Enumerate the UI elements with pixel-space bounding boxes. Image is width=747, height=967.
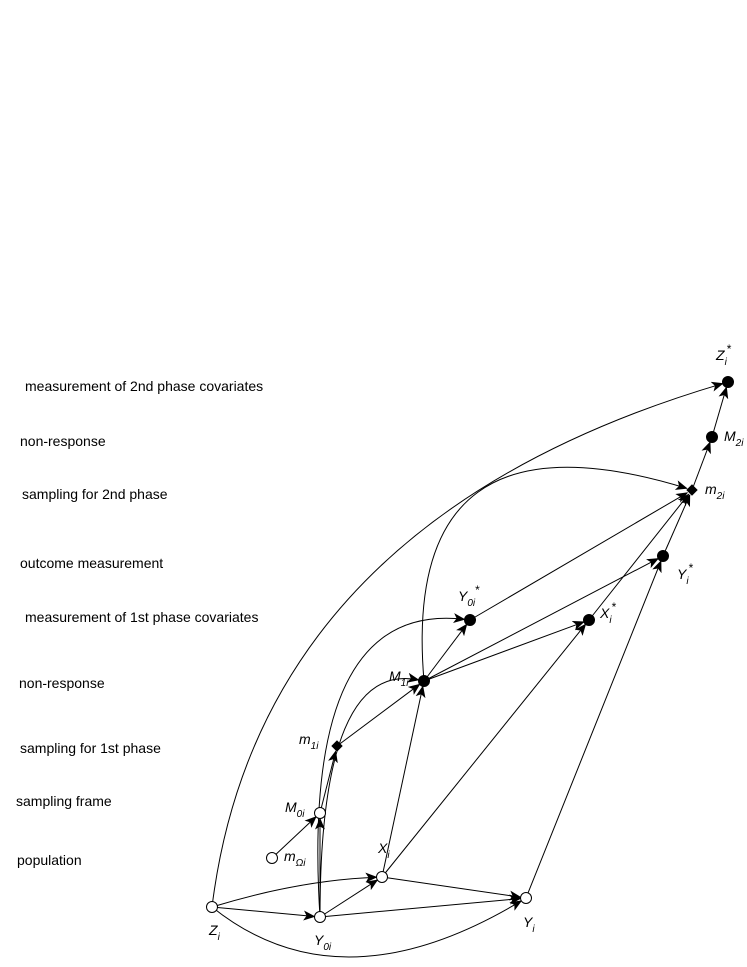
edge-m1i-to-M1i xyxy=(337,684,420,746)
stage-label-2nd-phase-covariates: measurement of 2nd phase covariates xyxy=(25,378,264,394)
edge-Y0istar-to-m2i xyxy=(470,493,687,620)
edge-Zi-to-Zistar xyxy=(212,384,723,907)
edge-Y0i-to-Yi xyxy=(320,899,521,917)
edge-Xi-to-Yi xyxy=(382,877,521,897)
node-label-Yi: $Y_i$ xyxy=(523,914,535,935)
node-label-Xistar: $X_i*$ xyxy=(600,600,617,626)
node-Yistar xyxy=(658,551,669,562)
node-label-Yistar: $Y_i*$ xyxy=(677,561,694,587)
node-Y0i xyxy=(315,912,326,923)
node-label-Y0i: $Y_{0i}$ xyxy=(314,932,332,953)
node-Xi xyxy=(377,872,388,883)
edge-Yi-to-Yistar xyxy=(526,561,661,898)
node-label-M1i: $M_{1i}$ xyxy=(389,668,409,689)
node-Zi xyxy=(207,902,218,913)
node-label-M2i: $M_{2i}$ xyxy=(724,428,744,449)
edge-Y0i-to-Y0istar xyxy=(318,618,465,917)
edge-Xistar-to-m2i xyxy=(589,494,689,620)
node-label-Zistar: $Z_i*$ xyxy=(716,342,732,368)
stage-label-1st-phase-covariates: measurement of 1st phase covariates xyxy=(25,609,259,625)
node-M0i xyxy=(315,808,326,819)
node-m2i xyxy=(687,485,697,495)
edge-Xi-to-M1i xyxy=(382,686,423,877)
edge-M1i-to-Xistar xyxy=(424,622,584,681)
node-label-Y0istar: $Y_{0i}*$ xyxy=(458,583,480,609)
edge-M0i-to-m1i xyxy=(320,751,336,813)
node-Yi xyxy=(521,893,532,904)
node-Xistar xyxy=(584,615,595,626)
node-label-Zi: $Z_i$ xyxy=(209,922,220,943)
stage-label-sampling-2nd-phase: sampling for 2nd phase xyxy=(22,486,168,502)
stage-label-population: population xyxy=(17,852,82,868)
node-Zistar xyxy=(723,377,734,388)
edge-Xi-to-Xistar xyxy=(382,624,586,877)
edge-M1i-to-Y0istar xyxy=(424,624,467,681)
edge-Zi-to-Y0i xyxy=(212,907,315,916)
node-M1i xyxy=(419,676,430,687)
edge-Y0i-to-Xi xyxy=(320,880,377,917)
edge-Zi-to-Yi xyxy=(212,901,521,957)
edge-M1i-to-m2i xyxy=(422,467,687,681)
node-mOmega xyxy=(267,853,278,864)
stage-label-sampling-1st-phase: sampling for 1st phase xyxy=(20,740,161,756)
stage-label-sampling-frame: sampling frame xyxy=(16,793,112,809)
node-label-mOmega: $m_{\Omega i}$ xyxy=(284,848,306,869)
node-label-m2i: $m_{2i}$ xyxy=(705,481,725,502)
node-label-Xi: $X_i$ xyxy=(378,840,390,861)
node-Y0istar xyxy=(465,615,476,626)
node-label-m1i: $m_{1i}$ xyxy=(299,731,319,752)
stage-label-non-response-2: non-response xyxy=(20,433,106,449)
node-m1i xyxy=(332,741,342,751)
node-label-M0i: $M_{0i}$ xyxy=(285,799,305,820)
stage-label-outcome-measurement: outcome measurement xyxy=(20,555,164,571)
node-M2i xyxy=(707,432,718,443)
edge-Zi-to-Xi xyxy=(212,877,377,907)
stage-label-non-response-1: non-response xyxy=(19,675,105,691)
